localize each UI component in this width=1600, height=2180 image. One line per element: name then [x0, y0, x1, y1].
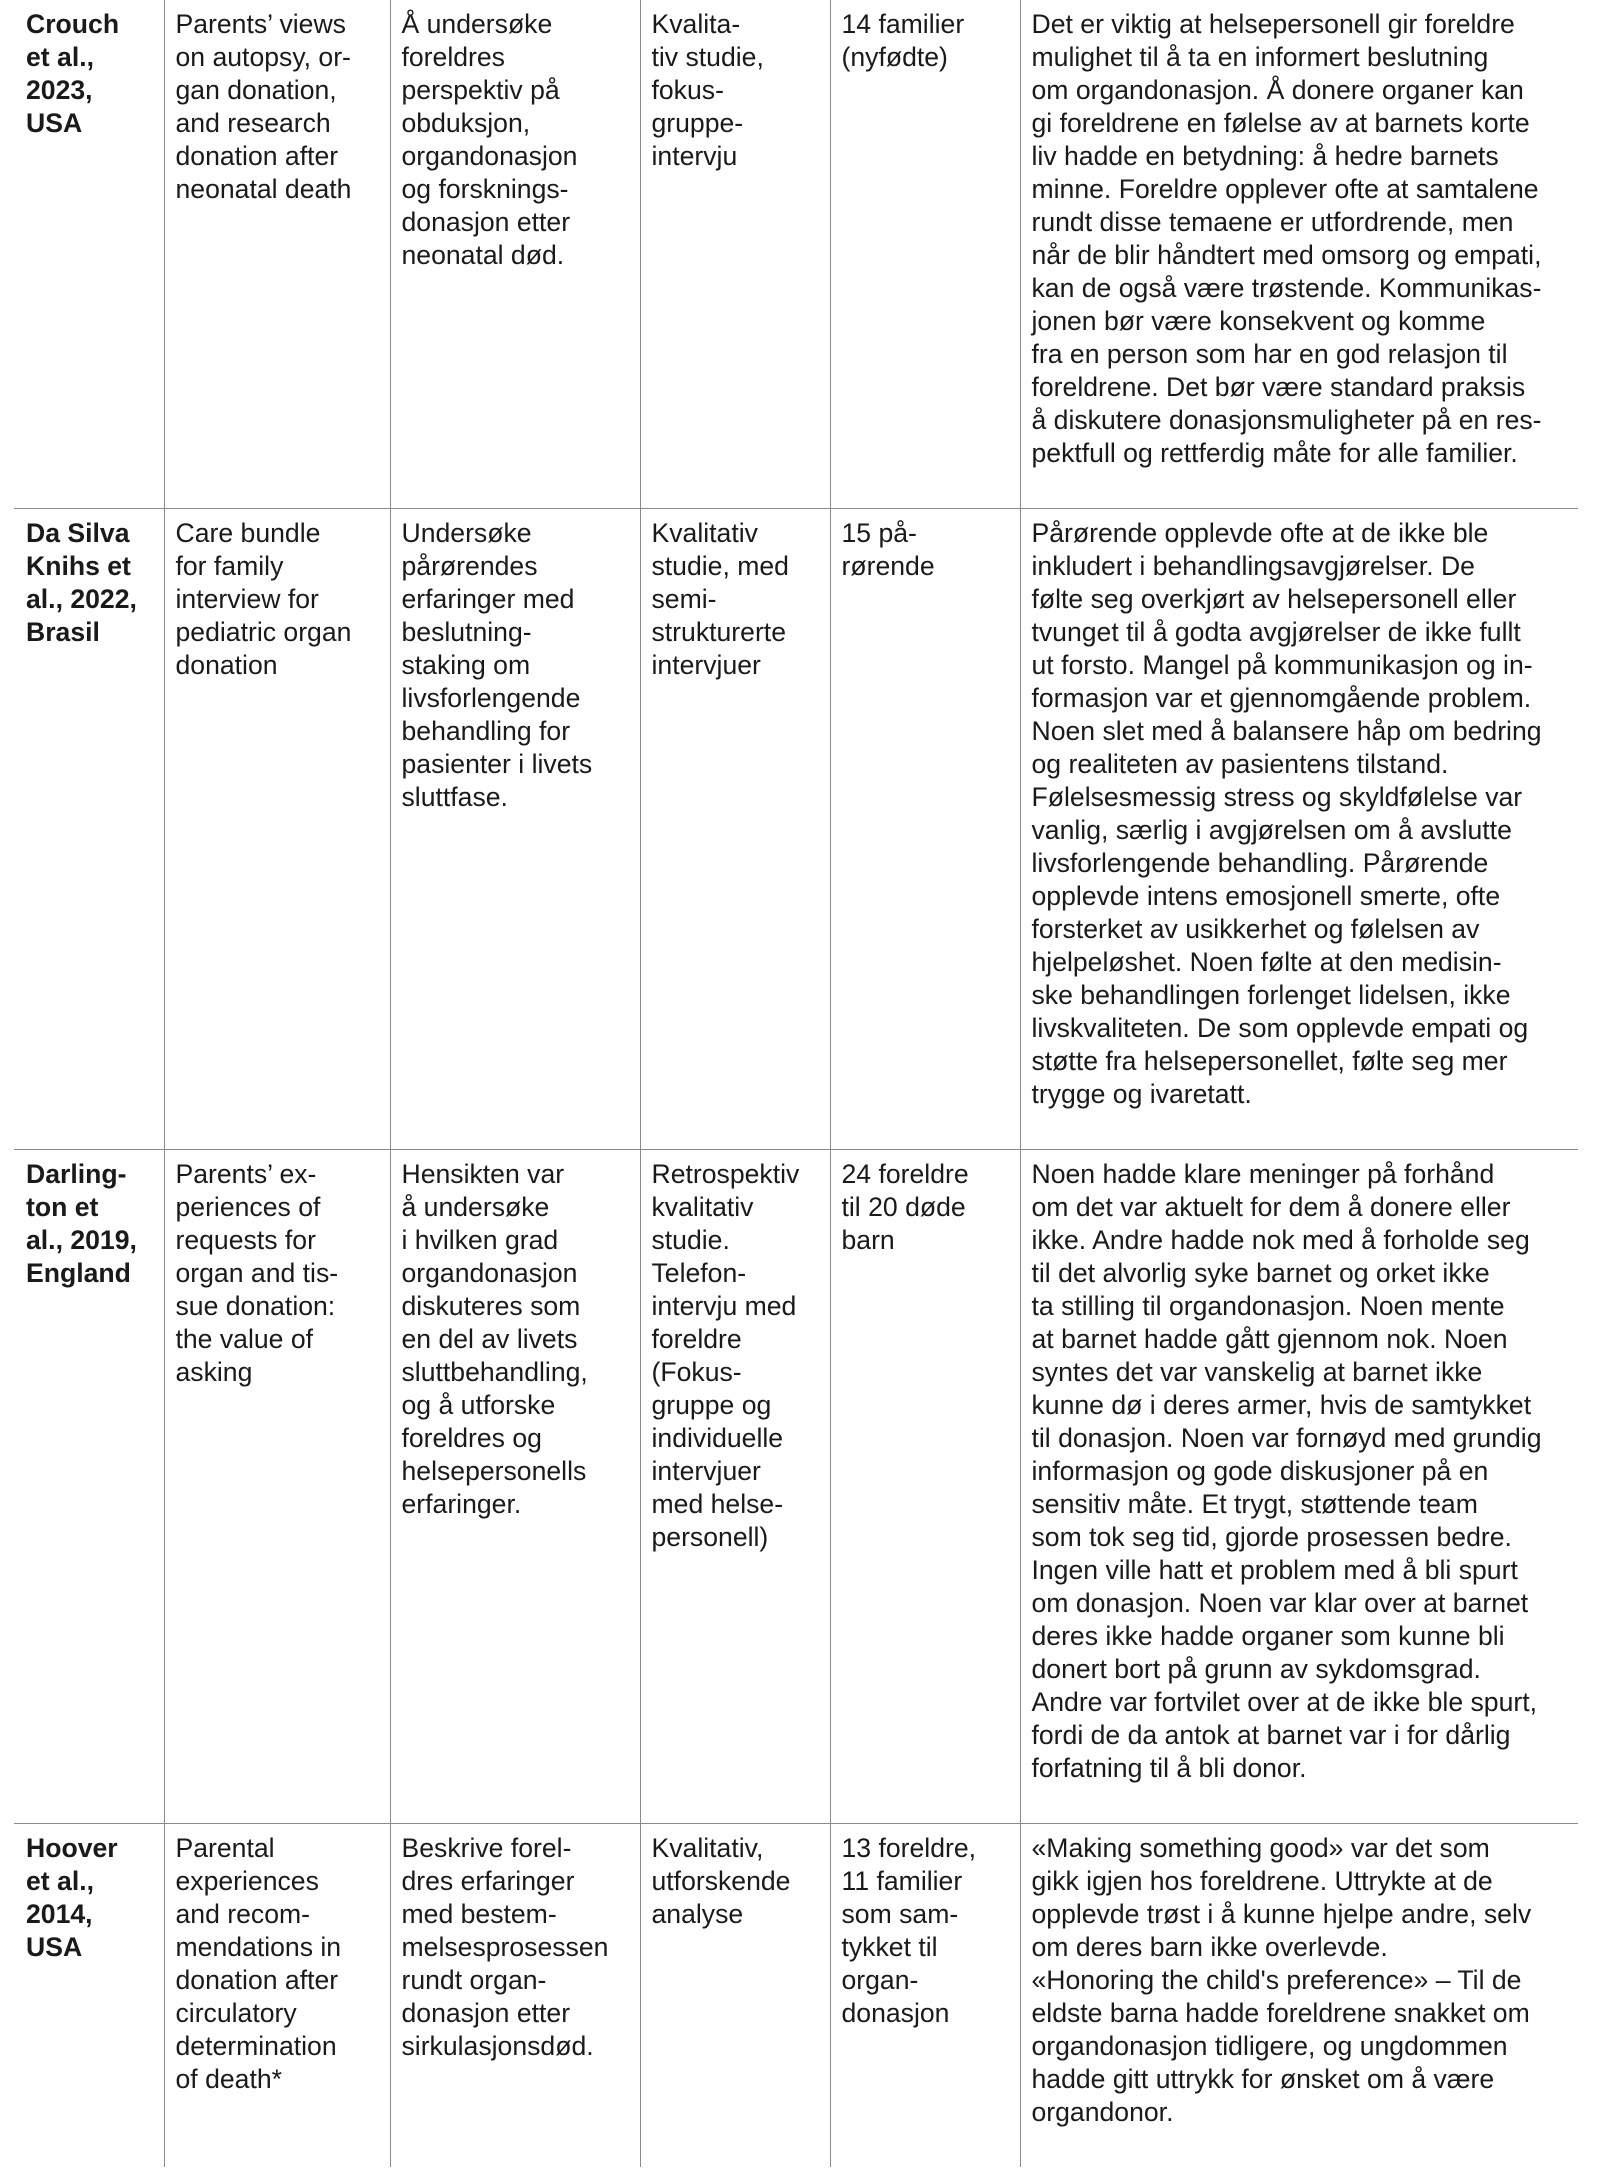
method-cell: Kvalita- tiv studie, fokus- gruppe- intervju	[640, 0, 830, 509]
title-cell: Care bundle for family interview for pediatric organ donation	[164, 509, 390, 1150]
author-cell: Darling- ton et al., 2019, England	[14, 1150, 164, 1824]
sample-cell: 14 familier (nyfødte)	[830, 0, 1020, 509]
table-row	[14, 0, 1578, 509]
table-row	[14, 1150, 1578, 1824]
findings-cell: Pårørende opplevde ofte at de ikke ble inkludert i behandlingsavgjørelser. De følte seg overkjørt av helsepersonell eller tvunget til å godta avgjørelser de ikke fullt ut forsto. Mangel på kommunikasjon og in- formasjon var et gjennomgående problem. Noen slet med å balansere håp om bedring og realiteten av pasientens tilstand. Følelsesmessig stress og skyldfølelse var vanlig, særlig i avgjørelsen om å avslutte livsforlengende behandling. Pårørende opplevde intens emosjonell smerte, ofte forsterket av usikkerhet og følelsen av hjelpeløshet. Noen følte at den medisin- ske behandlingen forlenget lidelsen, ikke livskvaliteten. De som opplevde empati og støtte fra helsepersonellet, følte seg mer trygge og ivaretatt.	[1020, 509, 1578, 1150]
sample-cell: 24 foreldre til 20 døde barn	[830, 1150, 1020, 1824]
title-cell: Parental experiences and recom- mendations in donation after circulatory determination of death*	[164, 1824, 390, 2168]
table-row	[14, 509, 1578, 1150]
sample-cell: 15 på- rørende	[830, 509, 1020, 1150]
aim-cell: Å undersøke foreldres perspektiv på obduksjon, organdonasjon og forsknings- donasjon etter neonatal død.	[390, 0, 640, 509]
aim-cell: Undersøke pårørendes erfaringer med beslutning- staking om livsforlengende behandling for pasienter i livets sluttfase.	[390, 509, 640, 1150]
literature-table	[14, 0, 1578, 2167]
author-cell: Da Silva Knihs et al., 2022, Brasil	[14, 509, 164, 1150]
table-row	[14, 1824, 1578, 2168]
method-cell: Kvalitativ, utforskende analyse	[640, 1824, 830, 2168]
findings-cell: Noen hadde klare meninger på forhånd om det var aktuelt for dem å donere eller ikke. Andre hadde nok med å forholde seg til det alvorlig syke barnet og orket ikke ta stilling til organdonasjon. Noen mente at barnet hadde gått gjennom nok. Noen syntes det var vanskelig at barnet ikke kunne dø i deres armer, hvis de samtykket til donasjon. Noen var fornøyd med grundig informasjon og gode diskusjoner på en sensitiv måte. Et trygt, støttende team som tok seg tid, gjorde prosessen bedre. Ingen ville hatt et problem med å bli spurt om donasjon. Noen var klar over at barnet deres ikke hadde organer som kunne bli donert bort på grunn av sykdomsgrad. Andre var fortvilet over at de ikke ble spurt, fordi de da antok at barnet var i for dårlig forfatning til å bli donor.	[1020, 1150, 1578, 1824]
title-cell: Parents’ views on autopsy, or- gan donation, and research donation after neonatal death	[164, 0, 390, 509]
title-cell: Parents’ ex- periences of requests for organ and tis- sue donation: the value of asking	[164, 1150, 390, 1824]
method-cell: Retrospektiv kvalitativ studie. Telefon- intervju med foreldre (Fokus- gruppe og individuelle intervjuer med helse- personell)	[640, 1150, 830, 1824]
aim-cell: Beskrive forel- dres erfaringer med bestem- melsesprosessen rundt organ- donasjon etter sirkulasjonsdød.	[390, 1824, 640, 2168]
findings-cell: Det er viktig at helsepersonell gir foreldre mulighet til å ta en informert beslutning om organdonasjon. Å donere organer kan gi foreldrene en følelse av at barnets korte liv hadde en betydning: å hedre barnets minne. Foreldre opplever ofte at samtalene rundt disse temaene er utfordrende, men når de blir håndtert med omsorg og empati, kan de også være trøstende. Kommunikas- jonen bør være konsekvent og komme fra en person som har en god relasjon til foreldrene. Det bør være standard praksis å diskutere donasjonsmuligheter på en res- pektfull og rettferdig måte for alle familier.	[1020, 0, 1578, 509]
author-cell: Crouch et al., 2023, USA	[14, 0, 164, 509]
aim-cell: Hensikten var å undersøke i hvilken grad organdonasjon diskuteres som en del av livets sluttbehandling, og å utforske foreldres og helsepersonells erfaringer.	[390, 1150, 640, 1824]
author-cell: Hoover et al., 2014, USA	[26, 1833, 118, 1962]
method-cell: Kvalitativ studie, med semi- strukturerte intervjuer	[640, 509, 830, 1150]
findings-cell: «Making something good» var det som gikk igjen hos foreldrene. Uttrykte at de opplevde trøst i å kunne hjelpe andre, selv om deres barn ikke overlevde. «Honoring the child's preference» – Til de eldste barna hadde foreldrene snakket om organdonasjon tidligere, og ungdommen hadde gitt uttrykk for ønsket om å være organdonor.	[1020, 1824, 1578, 2168]
sample-cell: 13 foreldre, 11 familier som sam- tykket til organ- donasjon	[830, 1824, 1020, 2168]
